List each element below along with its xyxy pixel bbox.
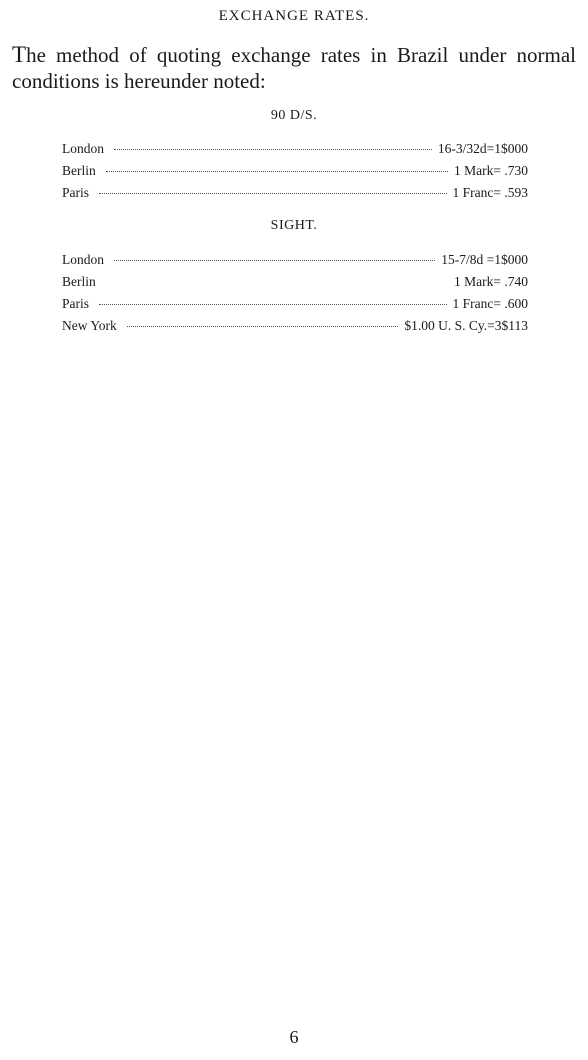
rate-value: 1 Franc= .593 [452,185,528,200]
rate-row [62,252,528,274]
rate-row [62,318,528,340]
rate-value: 1 Mark= .740 [454,274,528,289]
intro-paragraph [12,42,576,94]
rate-value: 1 Franc= .600 [452,296,528,311]
rate-city: New York [62,318,117,333]
rates-table-90ds [62,141,528,207]
rate-row [62,141,528,163]
dot-leader [127,326,399,327]
intro-dropcap: T [12,42,27,67]
intro-text: he method of quoting exchange rates in Brazil under normal conditions is hereunder noted: [12,43,576,93]
rate-row [62,185,528,207]
dot-leader [99,304,447,305]
rate-city: London [62,252,104,267]
rate-city: Berlin [62,274,96,289]
page-number: 6 [289,1027,299,1047]
dot-leader [106,171,448,172]
rate-city: Berlin [62,163,96,178]
rate-value: $1.00 U. S. Cy.=3$113 [404,318,528,333]
rate-row [62,296,528,318]
rate-row [62,163,528,185]
section-title-90ds: 90 D/S. [270,108,318,123]
rate-city: Paris [62,185,89,200]
dot-leader [114,260,435,261]
rate-row [62,274,528,296]
rates-table-sight [62,252,528,340]
section-title-sight: SIGHT. [270,218,318,233]
dot-leader [114,149,432,150]
rate-city: London [62,141,104,156]
page-heading: EXCHANGE RATES. [218,8,370,24]
rate-value: 1 Mark= .730 [454,163,528,178]
dot-leader [99,193,447,194]
rate-value: 15-7/8d =1$000 [441,252,528,267]
rate-value: 16-3/32d=1$000 [437,141,528,156]
rate-city: Paris [62,296,89,311]
